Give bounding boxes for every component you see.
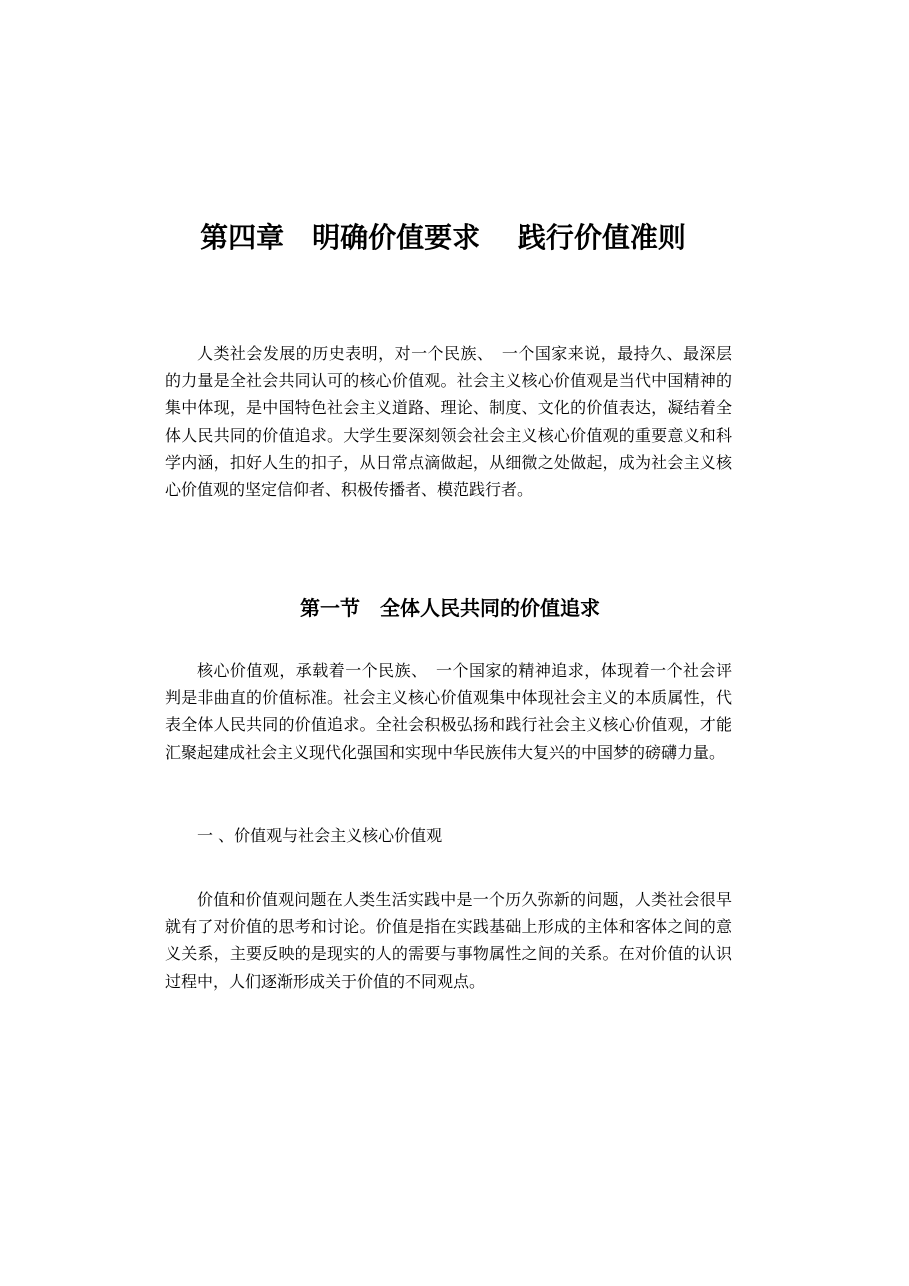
chapter-title: 第四章 明确价值要求 践行价值准则 [200,221,686,254]
section-title: 第一节 全体人民共同的价值追求 [300,596,600,620]
subsection-paragraph: 价值和价值观问题在人类生活实践中是一个历久弥新的问题，人类社会很早就有了对价值的思考和讨论。价值是指在实践基础上形成的主体和客体之间的意义关系，主要反映的是现实的人的需要与事物属性之间的关系。在对价值的认识过程中，人们逐渐形成关于价值的不同观点。 [165,890,732,991]
subsection-heading: 一 、价值观与社会主义核心价值观 [197,826,443,845]
intro-paragraph: 人类社会发展的历史表明，对一个民族、 一个国家来说，最持久、最深层的力量是全社会共同认可的核心价值观。社会主义核心价值观是当代中国精神的集中体现，是中国特色社会主义道路、理论、制度、文化的价值表达，凝结着全体人民共同的价值追求。大学生要深刻领会社会主义核心价值观的重要意义和科学内涵，扣好人生的扣子，从日常点滴做起，从细微之处做起，成为社会主义核心价值观的坚定信仰者、积极传播者、模范践行者。 [165,344,732,500]
section-paragraph: 核心价值观，承载着一个民族、 一个国家的精神追求，体现着一个社会评判是非曲直的价值标准。社会主义核心价值观集中体现社会主义的本质属性，代表全体人民共同的价值追求。全社会积极弘扬和践行社会主义核心价值观，才能汇聚起建成社会主义现代化强国和实现中华民族伟大复兴的中国梦的磅礴力量。 [165,661,732,762]
